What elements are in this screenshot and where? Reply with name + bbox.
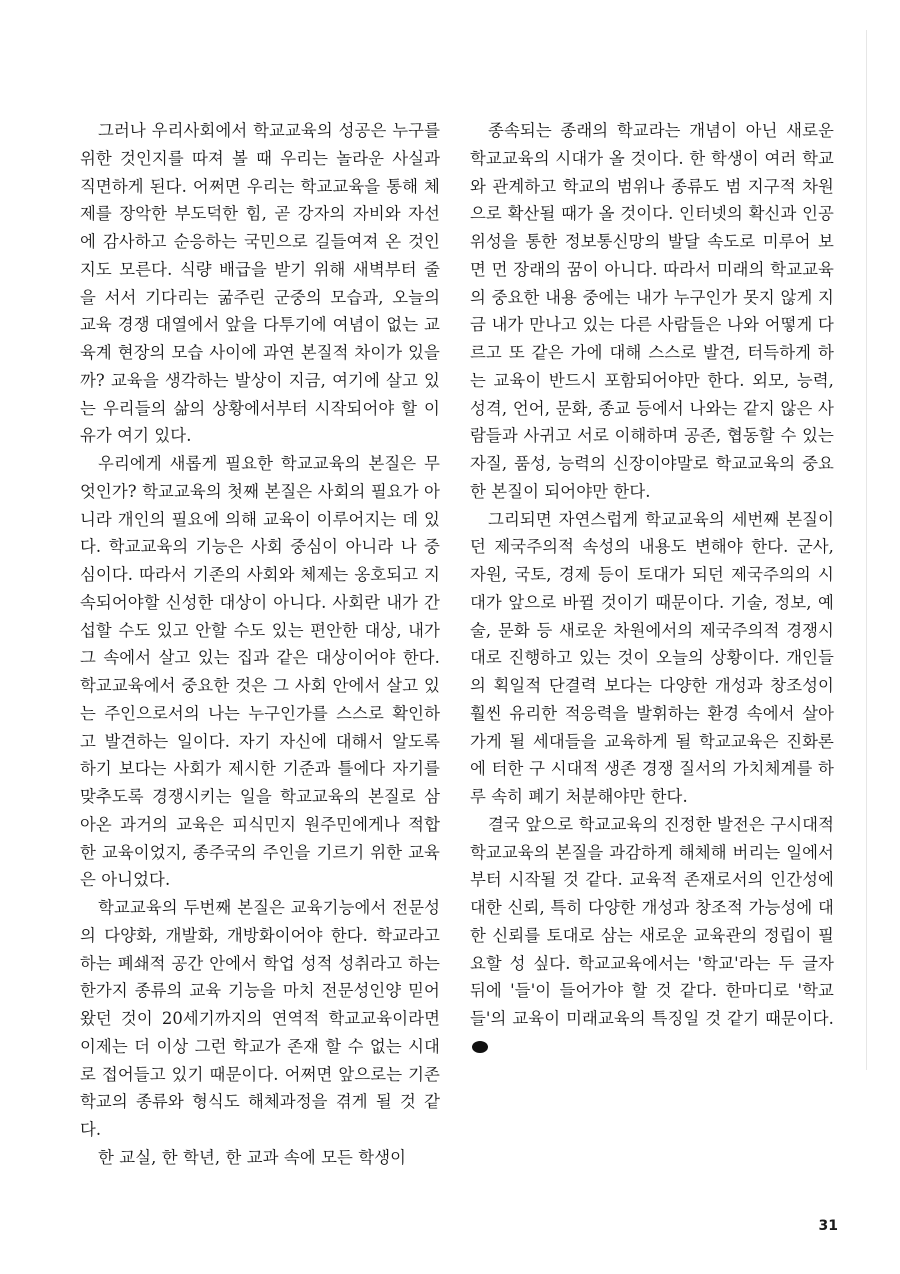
paragraph: 종속되는 종래의 학교라는 개념이 아닌 새로운 학교교육의 시대가 올 것이다. 한 학생이 여러 학교와 관계하고 학교의 범위나 종류도 범 지구적 차원으로 확산될 때가 올 것이다. 인터넷의 확신과 인공위성을 통한 정보통신망의 발달 속도로 미루어 보면 먼 장래의 꿈이 아니다. 따라서 미래의 학교교육의 중요한 내용 중에는 내가 누구인가 못지 않게 지금 내가 만나고 있는 다른 사람들은 나와 어떻게 다르고 또 같은 가에 대해 스스로 발견, 터득하게 하는 교육이 반드시 포함되어야만 한다. 외모, 능력, 성격, 언어, 문화, 종교 등에서 나와는 같지 않은 사람들과 사귀고 서로 이해하며 공존, 협동할 수 있는 자질, 품성, 능력의 신장이야말로 학교교육의 중요한 본질이 되어야만 한다. <box>470 121 834 501</box>
paragraph: 학교교육의 두번째 본질은 교육기능에서 전문성의 다양화, 개발화, 개방화이어야 한다. 학교라고 하는 폐쇄적 공간 안에서 학업 성적 성취라고 하는 한가지 종류의 교육 기능을 마치 전문성인양 믿어왔던 것이 20세기까지의 연역적 학교교육이라면 이제는 더 이상 그런 학교가 존재 할 수 없는 시대로 접어들고 있기 때문이다. 어쩌면 앞으로는 기존학교의 종류와 형식도 해체과정을 겪게 될 것 같다. <box>80 898 440 1139</box>
paragraph-text: 결국 앞으로 학교교육의 진정한 발전은 구시대적 학교교육의 본질을 과감하게 해체해 버리는 일에서부터 시작될 것 같다. 교육적 존재로서의 인간성에 대한 신뢰, 특히 다양한 개성과 창조적 가능성에 대한 신뢰를 토대로 삼는 새로운 교육관의 정립이 필요할 성 싶다. 학교교육에서는 '학교'라는 두 글자 뒤에 '들'이 들어가야 할 것 같다. 한마디로 '학교들'의 교육이 미래교육의 특징일 것 같기 때문이다. <box>470 814 834 1028</box>
paragraph: 우리에게 새롭게 필요한 학교교육의 본질은 무엇인가? 학교교육의 첫째 본질은 사회의 필요가 아니라 개인의 필요에 의해 교육이 이루어지는 데 있다. 학교교육의 기능은 사회 중심이 아니라 나 중심이다. 따라서 기존의 사회와 체제는 옹호되고 지속되어야할 신성한 대상이 아니다. 사회란 내가 간섭할 수도 있고 안할 수도 있는 편안한 대상, 내가 그 속에서 살고 있는 집과 같은 대상이어야 한다. 학교교육에서 중요한 것은 그 사회 안에서 살고 있는 주인으로서의 나는 누구인가를 스스로 확인하고 발견하는 일이다. 자기 자신에 대해서 알도록 하기 보다는 사회가 제시한 기준과 틀에다 자기를 맞추도록 경쟁시키는 일을 학교교육의 본질로 삼아온 과거의 교육은 피식민지 원주민에게나 적합한 교육이었지, 종주국의 주인을 기르기 위한 교육은 아니었다. <box>80 454 440 890</box>
left-column <box>80 117 440 1172</box>
page-number: 31 <box>818 1218 838 1234</box>
paragraph: 그러나 우리사회에서 학교교육의 성공은 누구를 위한 것인지를 따져 볼 때 우리는 놀라운 사실과 직면하게 된다. 어쩌면 우리는 학교교육을 통해 체제를 장악한 부도덕한 힘, 곧 강자의 자비와 자선에 감사하고 순응하는 국민으로 길들여져 온 것인지도 모른다. 식량 배급을 받기 위해 새벽부터 줄을 서서 기다리는 굶주린 군중의 모습과, 오늘의 교육 경쟁 대열에서 앞을 다투기에 여념이 없는 교육계 현장의 모습 사이에 과연 본질적 차이가 있을까? 교육을 생각하는 발상이 지금, 여기에 살고 있는 우리들의 삶의 상황에서부터 시작되어야 할 이유가 여기 있다. <box>80 121 440 446</box>
page-edge-line <box>866 30 867 1070</box>
right-column <box>470 117 834 1061</box>
end-mark-icon <box>472 1041 488 1053</box>
paragraph: 한 교실, 한 학년, 한 교과 속에 모든 학생이 <box>98 1147 407 1167</box>
paragraph: 그리되면 자연스럽게 학교교육의 세번째 본질이던 제국주의적 속성의 내용도 변해야 한다. 군사, 자원, 국토, 경제 등이 토대가 되던 제국주의의 시대가 앞으로 바뀔 것이기 때문이다. 기술, 정보, 예술, 문화 등 새로운 차원에서의 제국주의적 경쟁시대로 진행하고 있는 것이 오늘의 상황이다. 개인들의 획일적 단결력 보다는 다양한 개성과 창조성이 훨씬 유리한 적응력을 발휘하는 환경 속에서 살아가게 될 세대들을 교육하게 될 학교교육은 진화론에 터한 구 시대적 생존 경쟁 질서의 가치체계를 하루 속히 폐기 처분해야만 한다. <box>470 509 834 806</box>
paragraph-last <box>470 811 834 1061</box>
